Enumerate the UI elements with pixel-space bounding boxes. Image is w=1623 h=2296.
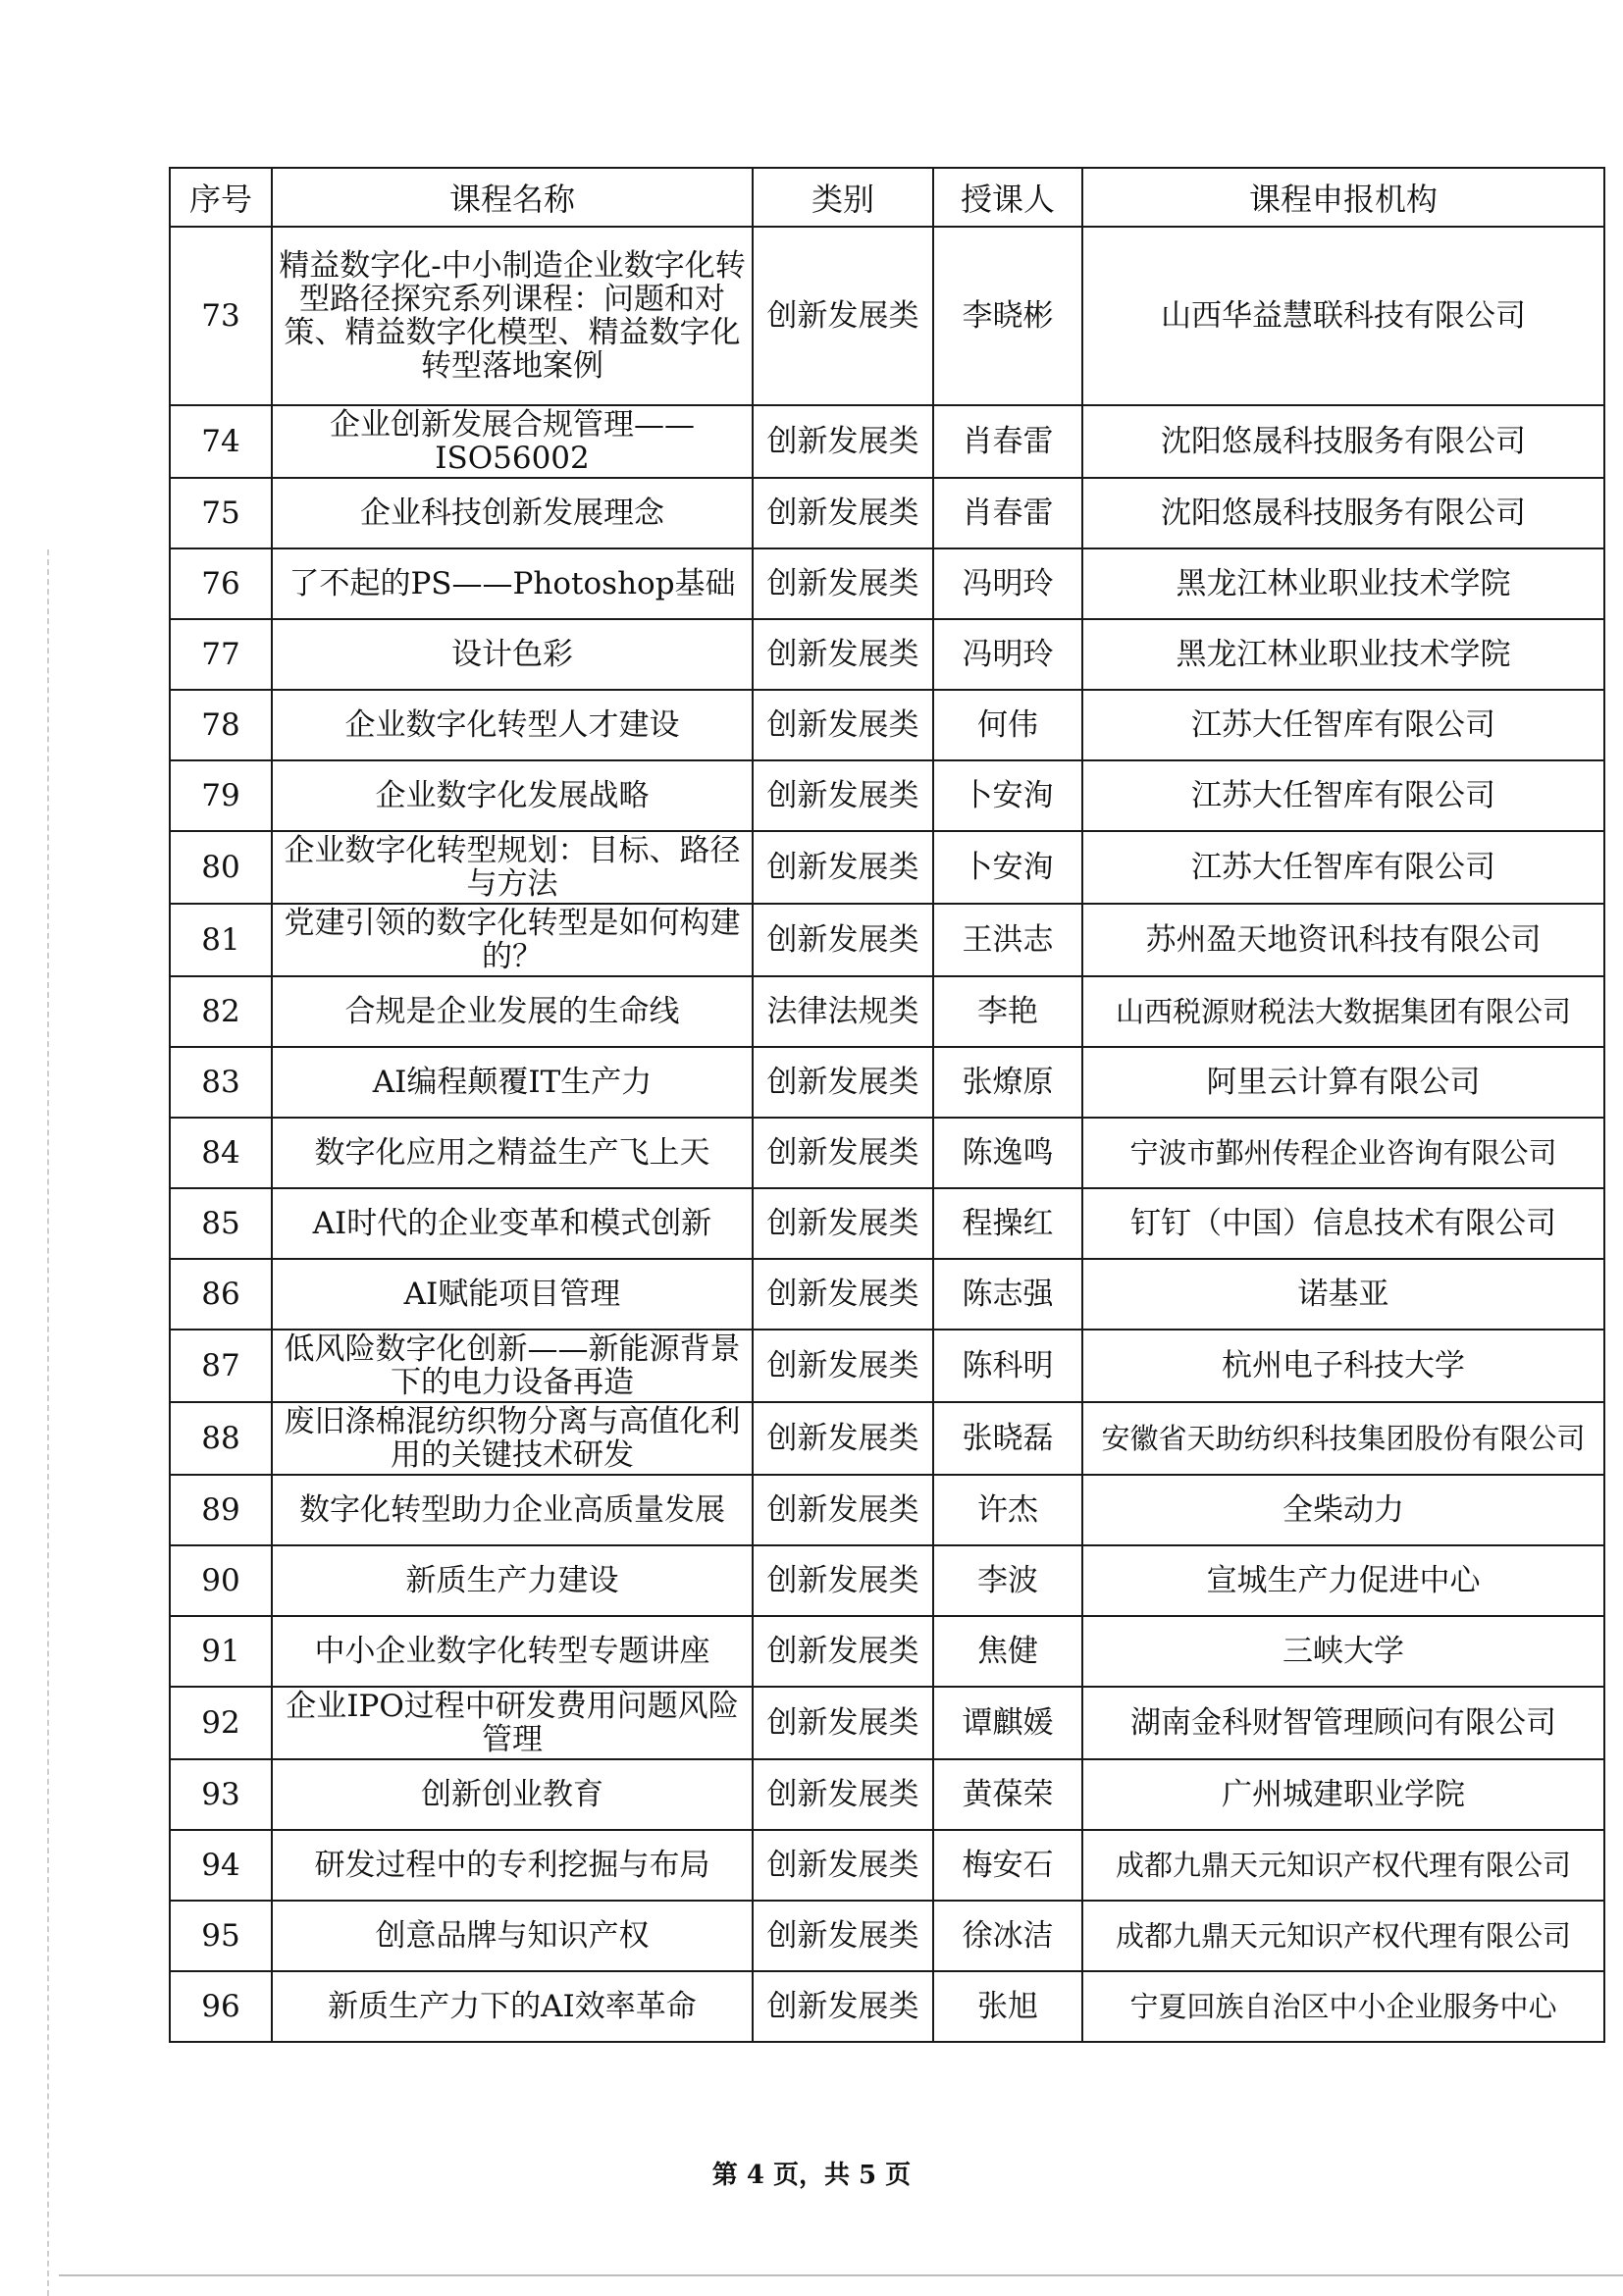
cell-category: 创新发展类 — [753, 1402, 933, 1475]
cell-no: 73 — [170, 227, 272, 405]
cell-no: 74 — [170, 405, 272, 478]
cell-teacher: 黄葆荣 — [933, 1759, 1082, 1830]
cell-teacher: 李波 — [933, 1545, 1082, 1616]
course-table — [169, 167, 1605, 2043]
cell-organization: 诺基亚 — [1082, 1259, 1604, 1330]
cell-organization: 成都九鼎天元知识产权代理有限公司 — [1082, 1901, 1604, 1971]
cell-teacher: 梅安石 — [933, 1830, 1082, 1901]
header-no: 序号 — [170, 168, 272, 227]
cell-category: 创新发展类 — [753, 1901, 933, 1971]
table-row — [170, 1759, 1604, 1830]
cell-organization: 沈阳悠晟科技服务有限公司 — [1082, 478, 1604, 548]
cell-organization: 宁波市鄞州传程企业咨询有限公司 — [1082, 1118, 1604, 1188]
cell-course-name: 合规是企业发展的生命线 — [272, 976, 753, 1047]
table-row — [170, 227, 1604, 405]
cell-organization: 三峡大学 — [1082, 1616, 1604, 1687]
cell-organization: 黑龙江林业职业技术学院 — [1082, 548, 1604, 619]
cell-teacher: 陈逸鸣 — [933, 1118, 1082, 1188]
cell-category: 创新发展类 — [753, 478, 933, 548]
table-row — [170, 1259, 1604, 1330]
table-row — [170, 1687, 1604, 1759]
cell-course-name: 废旧涤棉混纺织物分离与高值化利用的关键技术研发 — [272, 1402, 753, 1475]
table-row — [170, 1901, 1604, 1971]
cell-organization: 钉钉（中国）信息技术有限公司 — [1082, 1188, 1604, 1259]
cell-organization: 安徽省天助纺织科技集团股份有限公司 — [1082, 1402, 1604, 1475]
cell-teacher: 李艳 — [933, 976, 1082, 1047]
cell-category: 法律法规类 — [753, 976, 933, 1047]
table-row — [170, 1118, 1604, 1188]
cell-course-name: 精益数字化-中小制造企业数字化转型路径探究系列课程：问题和对策、精益数字化模型、精益数字化转型落地案例 — [272, 227, 753, 405]
cell-no: 77 — [170, 619, 272, 690]
cell-teacher: 张燎原 — [933, 1047, 1082, 1118]
cell-no: 78 — [170, 690, 272, 760]
cell-no: 76 — [170, 548, 272, 619]
cell-category: 创新发展类 — [753, 1330, 933, 1402]
cell-no: 89 — [170, 1475, 272, 1545]
table-row — [170, 1188, 1604, 1259]
cell-category: 创新发展类 — [753, 548, 933, 619]
table-row — [170, 690, 1604, 760]
cell-category: 创新发展类 — [753, 1047, 933, 1118]
cell-category: 创新发展类 — [753, 1830, 933, 1901]
scan-bottom-line — [59, 2274, 1623, 2276]
cell-course-name: 了不起的PS——Photoshop基础 — [272, 548, 753, 619]
cell-no: 75 — [170, 478, 272, 548]
cell-category: 创新发展类 — [753, 1188, 933, 1259]
table-row — [170, 1616, 1604, 1687]
cell-category: 创新发展类 — [753, 904, 933, 976]
cell-course-name: 企业科技创新发展理念 — [272, 478, 753, 548]
table-row — [170, 831, 1604, 904]
cell-course-name: 数字化应用之精益生产飞上天 — [272, 1118, 753, 1188]
cell-no: 96 — [170, 1971, 272, 2042]
cell-no: 81 — [170, 904, 272, 976]
table-row — [170, 1545, 1604, 1616]
cell-category: 创新发展类 — [753, 1475, 933, 1545]
header-course-name: 课程名称 — [272, 168, 753, 227]
cell-course-name: 中小企业数字化转型专题讲座 — [272, 1616, 753, 1687]
cell-organization: 阿里云计算有限公司 — [1082, 1047, 1604, 1118]
cell-teacher: 谭麒媛 — [933, 1687, 1082, 1759]
table-row — [170, 1047, 1604, 1118]
cell-category: 创新发展类 — [753, 619, 933, 690]
cell-course-name: 党建引领的数字化转型是如何构建的？ — [272, 904, 753, 976]
cell-no: 88 — [170, 1402, 272, 1475]
cell-category: 创新发展类 — [753, 1759, 933, 1830]
cell-teacher: 冯明玲 — [933, 619, 1082, 690]
cell-category: 创新发展类 — [753, 1118, 933, 1188]
scan-edge-line — [47, 549, 49, 2296]
cell-teacher: 许杰 — [933, 1475, 1082, 1545]
cell-organization: 成都九鼎天元知识产权代理有限公司 — [1082, 1830, 1604, 1901]
cell-teacher: 张旭 — [933, 1971, 1082, 2042]
cell-teacher: 李晓彬 — [933, 227, 1082, 405]
cell-course-name: 企业数字化转型人才建设 — [272, 690, 753, 760]
table-row — [170, 760, 1604, 831]
cell-organization: 沈阳悠晟科技服务有限公司 — [1082, 405, 1604, 478]
cell-teacher: 陈科明 — [933, 1330, 1082, 1402]
cell-course-name: 新质生产力下的AI效率革命 — [272, 1971, 753, 2042]
cell-course-name: 数字化转型助力企业高质量发展 — [272, 1475, 753, 1545]
cell-course-name: 研发过程中的专利挖掘与布局 — [272, 1830, 753, 1901]
cell-course-name: AI赋能项目管理 — [272, 1259, 753, 1330]
cell-organization: 山西税源财税法大数据集团有限公司 — [1082, 976, 1604, 1047]
table-header-row — [170, 168, 1604, 227]
cell-organization: 江苏大任智库有限公司 — [1082, 690, 1604, 760]
cell-category: 创新发展类 — [753, 831, 933, 904]
cell-organization: 江苏大任智库有限公司 — [1082, 831, 1604, 904]
cell-category: 创新发展类 — [753, 1687, 933, 1759]
header-teacher: 授课人 — [933, 168, 1082, 227]
cell-category: 创新发展类 — [753, 1259, 933, 1330]
table-row — [170, 1971, 1604, 2042]
table-row — [170, 1402, 1604, 1475]
cell-teacher: 何伟 — [933, 690, 1082, 760]
cell-no: 94 — [170, 1830, 272, 1901]
cell-organization: 杭州电子科技大学 — [1082, 1330, 1604, 1402]
table-row — [170, 1830, 1604, 1901]
cell-course-name: 创意品牌与知识产权 — [272, 1901, 753, 1971]
cell-organization: 湖南金科财智管理顾问有限公司 — [1082, 1687, 1604, 1759]
cell-course-name: 新质生产力建设 — [272, 1545, 753, 1616]
table-row — [170, 548, 1604, 619]
cell-no: 85 — [170, 1188, 272, 1259]
cell-teacher: 冯明玲 — [933, 548, 1082, 619]
table-body — [170, 227, 1604, 2042]
cell-no: 93 — [170, 1759, 272, 1830]
table-row — [170, 478, 1604, 548]
cell-no: 84 — [170, 1118, 272, 1188]
cell-teacher: 卜安洵 — [933, 760, 1082, 831]
page-number: 第 4 页，共 5 页 — [711, 2161, 912, 2190]
cell-course-name: 创新创业教育 — [272, 1759, 753, 1830]
cell-organization: 宣城生产力促进中心 — [1082, 1545, 1604, 1616]
cell-category: 创新发展类 — [753, 1616, 933, 1687]
cell-teacher: 程操红 — [933, 1188, 1082, 1259]
cell-teacher: 王洪志 — [933, 904, 1082, 976]
table-row — [170, 1475, 1604, 1545]
cell-no: 86 — [170, 1259, 272, 1330]
cell-organization: 广州城建职业学院 — [1082, 1759, 1604, 1830]
cell-course-name: 企业IPO过程中研发费用问题风险管理 — [272, 1687, 753, 1759]
cell-teacher: 焦健 — [933, 1616, 1082, 1687]
cell-organization: 黑龙江林业职业技术学院 — [1082, 619, 1604, 690]
cell-no: 83 — [170, 1047, 272, 1118]
cell-teacher: 卜安洵 — [933, 831, 1082, 904]
table-row — [170, 619, 1604, 690]
cell-no: 87 — [170, 1330, 272, 1402]
header-category: 类别 — [753, 168, 933, 227]
cell-no: 92 — [170, 1687, 272, 1759]
cell-organization: 山西华益慧联科技有限公司 — [1082, 227, 1604, 405]
cell-no: 95 — [170, 1901, 272, 1971]
cell-course-name: 设计色彩 — [272, 619, 753, 690]
table-row — [170, 976, 1604, 1047]
cell-teacher: 肖春雷 — [933, 478, 1082, 548]
cell-course-name: 企业数字化转型规划：目标、路径与方法 — [272, 831, 753, 904]
cell-category: 创新发展类 — [753, 1971, 933, 2042]
cell-organization: 苏州盈天地资讯科技有限公司 — [1082, 904, 1604, 976]
cell-category: 创新发展类 — [753, 405, 933, 478]
table-row — [170, 904, 1604, 976]
cell-course-name: 低风险数字化创新——新能源背景下的电力设备再造 — [272, 1330, 753, 1402]
cell-no: 80 — [170, 831, 272, 904]
cell-no: 82 — [170, 976, 272, 1047]
cell-course-name: 企业创新发展合规管理——ISO56002 — [272, 405, 753, 478]
cell-no: 91 — [170, 1616, 272, 1687]
cell-category: 创新发展类 — [753, 760, 933, 831]
cell-teacher: 徐冰洁 — [933, 1901, 1082, 1971]
cell-category: 创新发展类 — [753, 227, 933, 405]
cell-organization: 宁夏回族自治区中小企业服务中心 — [1082, 1971, 1604, 2042]
cell-course-name: AI编程颠覆IT生产力 — [272, 1047, 753, 1118]
cell-organization: 全柴动力 — [1082, 1475, 1604, 1545]
table-row — [170, 405, 1604, 478]
cell-organization: 江苏大任智库有限公司 — [1082, 760, 1604, 831]
header-organization: 课程申报机构 — [1082, 168, 1604, 227]
cell-teacher: 张晓磊 — [933, 1402, 1082, 1475]
cell-teacher: 肖春雷 — [933, 405, 1082, 478]
cell-course-name: AI时代的企业变革和模式创新 — [272, 1188, 753, 1259]
cell-category: 创新发展类 — [753, 690, 933, 760]
cell-category: 创新发展类 — [753, 1545, 933, 1616]
cell-no: 90 — [170, 1545, 272, 1616]
table-row — [170, 1330, 1604, 1402]
cell-teacher: 陈志强 — [933, 1259, 1082, 1330]
cell-course-name: 企业数字化发展战略 — [272, 760, 753, 831]
cell-no: 79 — [170, 760, 272, 831]
